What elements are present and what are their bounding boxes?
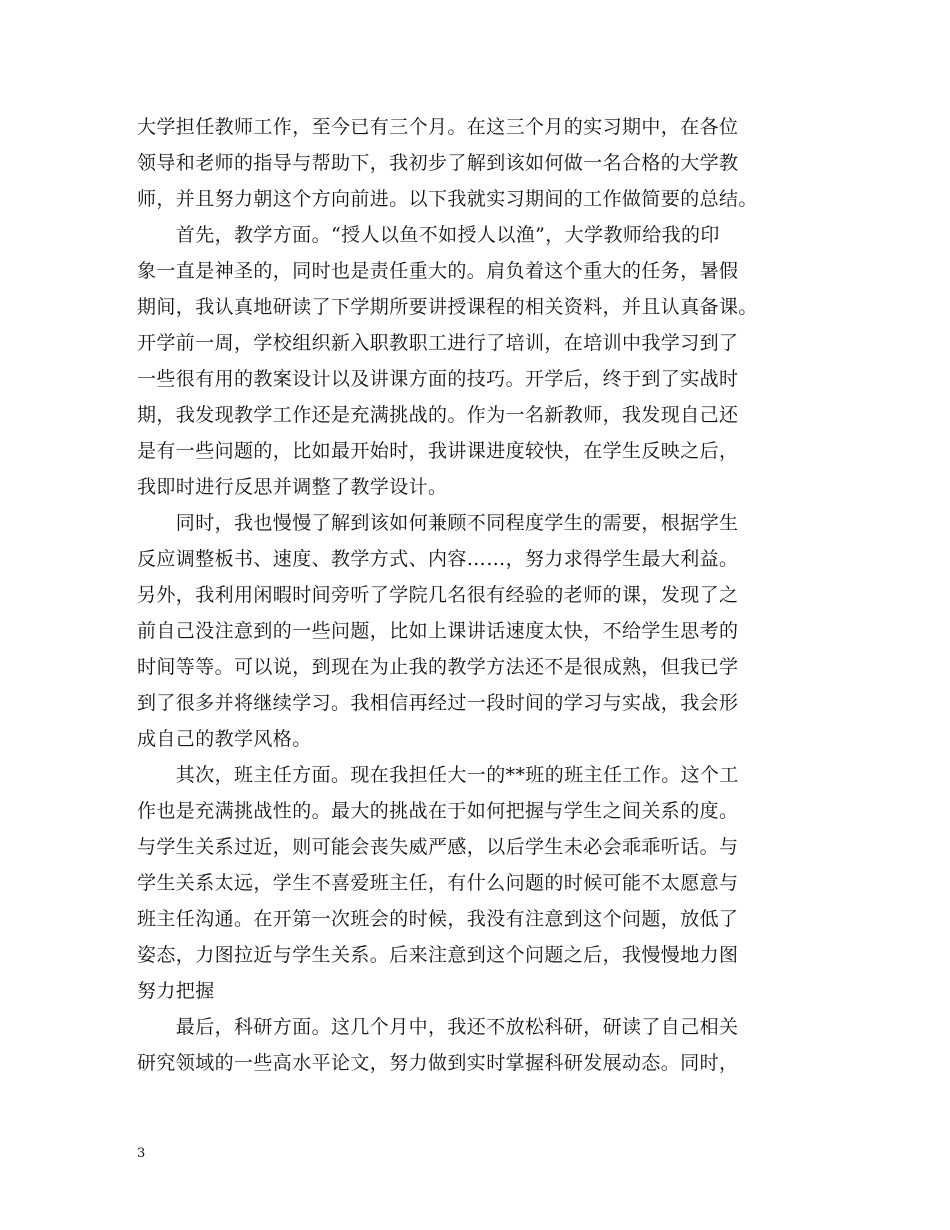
text-line: 反应调整板书、速度、教学方式、内容……，努力求得学生最大利益。 [137,548,739,570]
text-line: 师，并且努力朝这个方向前进。以下我就实习期间的工作做简要的总结。 [137,188,758,210]
text-line: 与学生关系过近，则可能会丧失威严感，以后学生未必会乖乖听话。与 [137,836,739,858]
text-line: 期间，我认真地研读了下学期所要讲授课程的相关资料，并且认真备课。 [137,296,758,318]
text-line: 姿态，力图拉近与学生关系。后来注意到这个问题之后，我慢慢地力图 [137,944,739,966]
text-line: 时间等等。可以说，到现在为止我的教学方法还不是很成熟，但我已学 [137,656,739,678]
text-line: 一些很有用的教案设计以及讲课方面的技巧。开学后，终于到了实战时 [137,368,739,390]
text-line: 首先，教学方面。“授人以鱼不如授人以渔”，大学教师给我的印 [137,224,720,246]
text-line: 成自己的教学风格。 [137,728,312,750]
text-line: 到了很多并将继续学习。我相信再经过一段时间的学习与实战，我会形 [137,692,739,714]
text-line: 期，我发现教学工作还是充满挑战的。作为一名新教师，我发现自己还 [137,404,739,426]
page-number: 3 [137,1146,146,1161]
text-line: 最后，科研方面。这几个月中，我还不放松科研，研读了自己相关 [137,1016,739,1038]
text-line: 班主任沟通。在开第一次班会的时候，我没有注意到这个问题，放低了 [137,908,739,930]
text-line: 同时，我也慢慢了解到该如何兼顾不同程度学生的需要，根据学生 [137,512,739,534]
text-line: 是有一些问题的，比如最开始时，我讲课进度较快，在学生反映之后， [137,440,739,462]
text-line: 前自己没注意到的一些问题，比如上课讲话速度太快，不给学生思考的 [137,620,739,642]
text-line: 领导和老师的指导与帮助下，我初步了解到该如何做一名合格的大学教 [137,152,739,174]
text-line: 努力把握 [137,980,215,1002]
text-line: 其次，班主任方面。现在我担任大一的**班的班主任工作。这个工 [137,764,739,786]
text-line: 开学前一周，学校组织新入职教职工进行了培训，在培训中我学习到了 [137,332,739,354]
text-line: 研究领域的一些高水平论文，努力做到实时掌握科研发展动态。同时， [137,1052,739,1074]
text-line: 学生关系太远，学生不喜爱班主任，有什么问题的时候可能不太愿意与 [137,872,739,894]
text-line: 另外，我利用闲暇时间旁听了学院几名很有经验的老师的课，发现了之 [137,584,739,606]
text-line: 作也是充满挑战性的。最大的挑战在于如何把握与学生之间关系的度。 [137,800,739,822]
text-line: 大学担任教师工作，至今已有三个月。在这三个月的实习期中，在各位 [137,116,739,138]
text-line: 象一直是神圣的，同时也是责任重大的。肩负着这个重大的任务，暑假 [137,260,739,282]
body-text [137,109,817,1081]
text-line: 我即时进行反思并调整了教学设计。 [137,476,448,498]
